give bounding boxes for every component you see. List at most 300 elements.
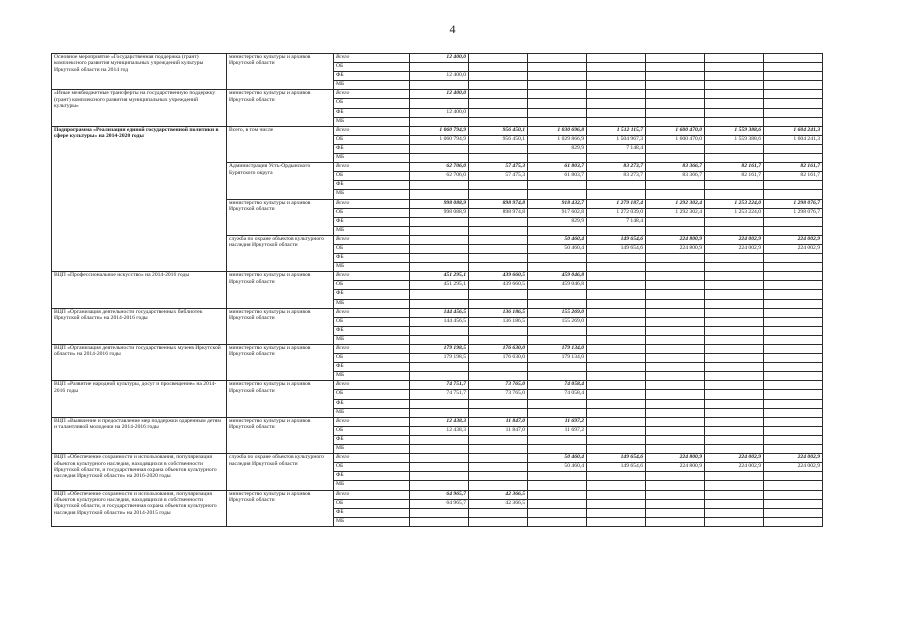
amount-cell [587,281,646,290]
funding-source-cell: Всего [334,54,410,63]
amount-cell [764,72,823,81]
amount-cell [764,354,823,363]
funding-source-cell: ОБ [334,99,410,108]
executor-cell: министерство культуры и архивов Иркутской области [227,345,334,381]
funding-source-cell: МБ [334,445,410,454]
amount-cell [764,181,823,190]
funding-source-cell: Всего [334,308,410,317]
amount-cell [469,254,528,263]
amount-cell [705,426,764,435]
funding-source-cell: ОБ [334,281,410,290]
amount-cell: 224 800,9 [646,235,705,244]
executor-cell: министерство культуры и архивов Иркутской области [227,308,334,344]
program-name-cell: ВЦП «Организация деятельности государственных музеев Иркутской области» на 2014-2016 годы [52,345,227,381]
amount-cell [469,508,528,517]
amount-cell: 57 475,3 [469,163,528,172]
amount-cell [705,335,764,344]
amount-cell [587,108,646,117]
amount-cell [587,435,646,444]
amount-cell [705,317,764,326]
amount-cell: 50 460,4 [528,454,587,463]
amount-cell [410,254,469,263]
amount-cell: 998 088,9 [410,199,469,208]
amount-cell [705,281,764,290]
amount-cell [469,190,528,199]
amount-cell [764,490,823,499]
amount-cell [587,426,646,435]
funding-source-cell: ФБ [334,326,410,335]
amount-cell: 176 630,0 [469,345,528,354]
amount-cell [410,290,469,299]
amount-cell [646,281,705,290]
amount-cell [646,154,705,163]
amount-cell: 1 298 076,7 [764,208,823,217]
amount-cell [646,399,705,408]
amount-cell [646,117,705,126]
amount-cell [587,117,646,126]
amount-cell [410,508,469,517]
amount-cell [764,499,823,508]
amount-cell: 224 800,9 [646,244,705,253]
amount-cell [646,90,705,99]
amount-cell [764,190,823,199]
amount-cell [587,354,646,363]
amount-cell [469,481,528,490]
amount-cell [764,508,823,517]
amount-cell [646,517,705,526]
amount-cell: 7 148,4 [587,217,646,226]
amount-cell [646,54,705,63]
amount-cell: 176 630,0 [469,354,528,363]
amount-cell [528,108,587,117]
amount-cell [528,254,587,263]
funding-source-cell: ФБ [334,254,410,263]
amount-cell [410,517,469,526]
amount-cell [705,154,764,163]
amount-cell [469,290,528,299]
amount-cell: 136 186,5 [469,317,528,326]
amount-cell [469,472,528,481]
amount-cell: 64 965,7 [410,499,469,508]
amount-cell [469,63,528,72]
amount-cell [764,345,823,354]
amount-cell: 898 974,8 [469,208,528,217]
amount-cell [764,108,823,117]
amount-cell [705,81,764,90]
funding-source-cell: МБ [334,517,410,526]
amount-cell [705,72,764,81]
amount-cell [764,99,823,108]
amount-cell: 917 602,8 [528,208,587,217]
amount-cell [587,226,646,235]
program-name-cell: «Иные межбюджетные трансферты на государственную поддержку (грант) комплексного развития муниципальных учреждений культуры» [52,90,227,126]
amount-cell [410,235,469,244]
executor-cell: министерство культуры и архивов Иркутской области [227,199,334,235]
amount-cell [587,508,646,517]
amount-cell: 83 273,7 [587,163,646,172]
amount-cell [764,226,823,235]
amount-cell [587,335,646,344]
amount-cell [469,408,528,417]
amount-cell: 74 058,4 [528,390,587,399]
amount-cell [587,290,646,299]
amount-cell: 149 654,6 [587,454,646,463]
amount-cell: 224 002,9 [764,454,823,463]
program-name-cell: ВЦП «Организация деятельности государственных библиотек Иркутской области» на 2014-2016 годы [52,308,227,344]
amount-cell [705,445,764,454]
amount-cell [410,472,469,481]
amount-cell [469,54,528,63]
amount-cell [469,463,528,472]
amount-cell: 459 046,8 [528,272,587,281]
amount-cell [528,508,587,517]
amount-cell [764,281,823,290]
amount-cell: 50 460,4 [528,244,587,253]
amount-cell [646,354,705,363]
amount-cell [764,272,823,281]
amount-cell [646,290,705,299]
amount-cell [705,117,764,126]
amount-cell [646,144,705,153]
amount-cell [764,54,823,63]
amount-cell [469,372,528,381]
program-name-cell: ВЦП «Обеспечение сохранности и использования, популяризация объектов культурного наследия, находящихся в собственности Иркутской области, и государственная охрана объектов культурного наследия Иркутской области» на 2016-2020 годы [52,454,227,490]
amount-cell [764,472,823,481]
amount-cell [705,181,764,190]
amount-cell [705,354,764,363]
funding-source-cell: МБ [334,299,410,308]
amount-cell: 12 438,3 [410,426,469,435]
amount-cell: 74 751,7 [410,381,469,390]
amount-cell: 12 438,3 [410,417,469,426]
amount-cell [764,326,823,335]
executor-cell: министерство культуры и архивов Иркутской области [227,490,334,526]
amount-cell [705,99,764,108]
amount-cell: 42 366,5 [469,490,528,499]
table-row [52,490,823,499]
amount-cell [469,445,528,454]
amount-cell [469,244,528,253]
amount-cell: 179 198,5 [410,354,469,363]
amount-cell [764,254,823,263]
amount-cell [410,408,469,417]
executor-cell: министерство культуры и архивов Иркутской области [227,381,334,417]
amount-cell [705,217,764,226]
amount-cell: 144 456,5 [410,308,469,317]
executor-cell: Всего, в том числе [227,126,334,162]
amount-cell [469,181,528,190]
amount-cell [469,263,528,272]
amount-cell: 224 800,9 [646,463,705,472]
amount-cell: 898 974,8 [469,199,528,208]
amount-cell: 155 269,0 [528,308,587,317]
amount-cell [705,254,764,263]
amount-cell [410,263,469,272]
amount-cell [705,390,764,399]
amount-cell [410,81,469,90]
funding-source-cell: Всего [334,90,410,99]
amount-cell: 224 002,9 [705,244,764,253]
funding-source-cell: ФБ [334,399,410,408]
amount-cell [705,90,764,99]
amount-cell [705,408,764,417]
amount-cell [587,317,646,326]
table-row [52,417,823,426]
amount-cell [469,81,528,90]
funding-source-cell: МБ [334,408,410,417]
amount-cell [528,335,587,344]
amount-cell [764,381,823,390]
amount-cell: 12 400,0 [410,108,469,117]
amount-cell [646,63,705,72]
amount-cell: 1 600 470,0 [646,135,705,144]
amount-cell [469,72,528,81]
amount-cell: 1 292 302,4 [646,208,705,217]
amount-cell: 439 660,5 [469,281,528,290]
amount-cell: 11 847,0 [469,426,528,435]
table-row [52,54,823,63]
amount-cell [705,290,764,299]
amount-cell: 459 046,8 [528,281,587,290]
amount-cell [764,90,823,99]
executor-cell: служба по охране объектов культурного наследия Иркутской области [227,235,334,271]
funding-source-cell: Всего [334,345,410,354]
amount-cell [587,272,646,281]
amount-cell [528,81,587,90]
amount-cell [469,154,528,163]
amount-cell [528,63,587,72]
table-row [52,345,823,354]
amount-cell [646,363,705,372]
amount-cell: 11 847,0 [469,417,528,426]
amount-cell: 1 604 241,3 [764,126,823,135]
amount-cell [705,108,764,117]
amount-cell [587,345,646,354]
amount-cell [705,308,764,317]
funding-source-cell: ОБ [334,426,410,435]
amount-cell: 956 450,1 [469,126,528,135]
funding-source-cell: ФБ [334,363,410,372]
amount-cell [469,517,528,526]
amount-cell [528,99,587,108]
amount-cell [705,499,764,508]
amount-cell [764,408,823,417]
executor-cell: министерство культуры и архивов Иркутской области [227,272,334,308]
amount-cell [410,445,469,454]
amount-cell [587,263,646,272]
amount-cell [528,445,587,454]
amount-cell: 1 029 866,9 [528,135,587,144]
amount-cell [587,54,646,63]
amount-cell [646,426,705,435]
amount-cell [646,81,705,90]
amount-cell [705,144,764,153]
amount-cell [764,390,823,399]
amount-cell [469,335,528,344]
amount-cell [705,399,764,408]
amount-cell [587,99,646,108]
table-row [52,126,823,135]
funding-source-cell: ФБ [334,181,410,190]
amount-cell: 74 058,4 [528,381,587,390]
amount-cell [528,372,587,381]
funding-source-cell: ОБ [334,63,410,72]
amount-cell: 82 161,7 [764,172,823,181]
amount-cell [587,372,646,381]
program-name-cell: ВЦП «Развитие народной культуры, досуг и просвещение» на 2014-2016 годы [52,381,227,417]
amount-cell: 1 272 039,0 [587,208,646,217]
table-row [52,454,823,463]
amount-cell: 12 400,0 [410,72,469,81]
funding-source-cell: МБ [334,154,410,163]
amount-cell [764,63,823,72]
amount-cell: 451 295,1 [410,272,469,281]
amount-cell: 7 148,4 [587,144,646,153]
amount-cell: 62 706,0 [410,172,469,181]
amount-cell [410,399,469,408]
funding-source-cell: Всего [334,272,410,281]
amount-cell [587,190,646,199]
amount-cell: 224 002,9 [764,463,823,472]
funding-source-cell: Всего [334,126,410,135]
amount-cell: 179 134,0 [528,345,587,354]
amount-cell [469,144,528,153]
amount-cell [764,290,823,299]
amount-cell [646,335,705,344]
amount-cell [646,417,705,426]
amount-cell: 155 269,0 [528,317,587,326]
amount-cell [469,226,528,235]
amount-cell [587,499,646,508]
amount-cell: 11 697,2 [528,426,587,435]
amount-cell: 50 460,4 [528,235,587,244]
amount-cell: 82 161,7 [764,163,823,172]
amount-cell [764,517,823,526]
amount-cell [528,472,587,481]
amount-cell [528,117,587,126]
amount-cell [705,381,764,390]
amount-cell [469,99,528,108]
amount-cell [469,299,528,308]
executor-cell: служба по охране объектов культурного наследия Иркутской области [227,454,334,490]
amount-cell [410,335,469,344]
amount-cell [587,445,646,454]
funding-source-cell: ФБ [334,72,410,81]
amount-cell [587,363,646,372]
amount-cell [587,63,646,72]
amount-cell [705,517,764,526]
amount-cell [646,190,705,199]
amount-cell [587,490,646,499]
amount-cell: 64 965,7 [410,490,469,499]
amount-cell [410,299,469,308]
amount-cell [587,90,646,99]
amount-cell [705,190,764,199]
amount-cell: 179 134,0 [528,354,587,363]
executor-cell: Администрация Усть-Ордынского Бурятского округа [227,163,334,199]
amount-cell [764,481,823,490]
amount-cell [587,181,646,190]
funding-source-cell: ОБ [334,463,410,472]
executor-cell: министерство культуры и архивов Иркутской области [227,90,334,126]
amount-cell [410,481,469,490]
funding-source-cell: ОБ [334,390,410,399]
amount-cell [764,335,823,344]
program-name-cell: ВЦП «Обеспечение сохранности и использования, популяризация объектов культурного наследия, находящихся в собственности Иркутской области, и государственная охрана объектов культурного наследия Иркутской области» на 2014-2015 годы [52,490,227,526]
amount-cell [646,72,705,81]
amount-cell [646,299,705,308]
amount-cell: 439 660,5 [469,272,528,281]
amount-cell [646,408,705,417]
amount-cell [646,263,705,272]
funding-source-cell: МБ [334,190,410,199]
amount-cell [646,317,705,326]
funding-source-cell: ФБ [334,472,410,481]
amount-cell [646,372,705,381]
amount-cell: 224 002,9 [764,235,823,244]
executor-cell: министерство культуры и архивов Иркутской области [227,417,334,453]
amount-cell [705,472,764,481]
amount-cell [705,326,764,335]
amount-cell [764,426,823,435]
program-name-cell: Основное мероприятие «Государственная поддержка (грант) комплексного развития муниципальных учреждений культуры Иркутской области на 2014 год [52,54,227,90]
amount-cell [646,217,705,226]
amount-cell [646,226,705,235]
amount-cell: 149 654,6 [587,244,646,253]
amount-cell: 83 366,7 [646,163,705,172]
amount-cell [764,417,823,426]
amount-cell [646,108,705,117]
table-row [52,381,823,390]
amount-cell [705,54,764,63]
amount-cell [528,399,587,408]
funding-source-cell: ФБ [334,290,410,299]
amount-cell: 83 273,7 [587,172,646,181]
amount-cell: 74 751,7 [410,390,469,399]
program-name-cell: ВЦП «Выявление и предоставление мер поддержки одаренным детям и талантливой молодежи на 2014-2016 годы [52,417,227,453]
amount-cell [764,308,823,317]
funding-source-cell: Всего [334,381,410,390]
amount-cell [587,408,646,417]
amount-cell [646,390,705,399]
amount-cell: 144 456,5 [410,317,469,326]
amount-cell [528,54,587,63]
amount-cell [764,81,823,90]
amount-cell: 136 186,5 [469,308,528,317]
funding-source-cell: МБ [334,226,410,235]
amount-cell [410,117,469,126]
amount-cell [587,299,646,308]
amount-cell [410,244,469,253]
amount-cell [410,217,469,226]
amount-cell [764,263,823,272]
amount-cell [469,217,528,226]
executor-cell: министерство культуры и архивов Иркутской области [227,54,334,90]
amount-cell [646,445,705,454]
amount-cell: 224 800,9 [646,454,705,463]
amount-cell [764,445,823,454]
amount-cell [410,454,469,463]
amount-cell: 1 559 388,6 [705,126,764,135]
amount-cell: 829,9 [528,144,587,153]
amount-cell [410,154,469,163]
amount-cell [469,363,528,372]
amount-cell [587,154,646,163]
amount-cell: 1 604 241,3 [764,135,823,144]
funding-source-cell: ФБ [334,508,410,517]
amount-cell [587,390,646,399]
amount-cell [587,72,646,81]
